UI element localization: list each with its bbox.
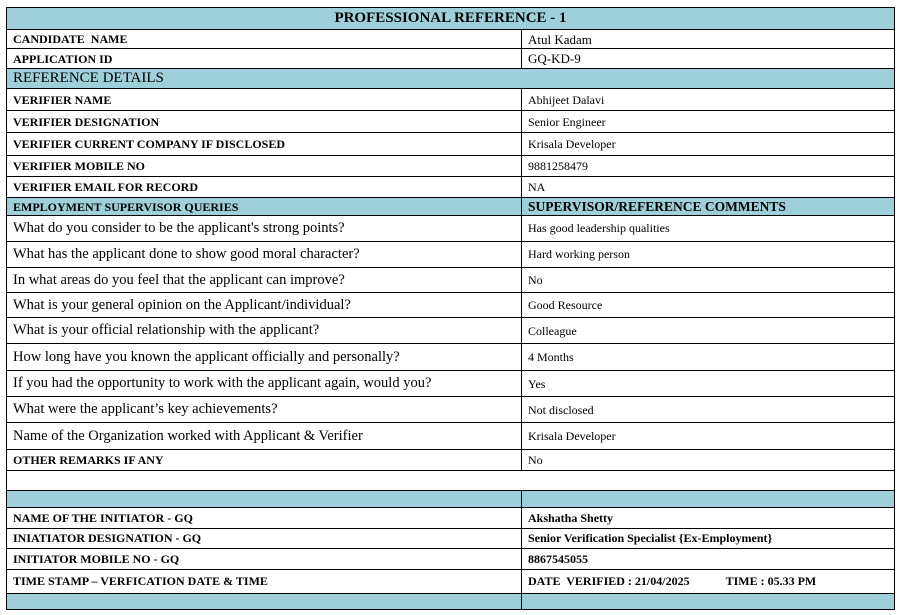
query-answer: 4 Months (522, 343, 895, 370)
form-title: PROFESSIONAL REFERENCE - 1 (7, 8, 895, 30)
initiator-designation-label: INIATIATOR DESIGNATION - GQ (7, 528, 522, 548)
footer-row (7, 593, 895, 609)
query-row (7, 397, 895, 422)
query-question: If you had the opportunity to work with the applicant again, would you? (7, 371, 522, 397)
query-row (7, 422, 895, 449)
verifier-company-value: Krisala Developer (522, 133, 895, 155)
query-question: What is your official relationship with the applicant? (7, 318, 522, 343)
query-question: What do you consider to be the applicant's strong points? (7, 216, 522, 241)
verifier-company-row (7, 133, 895, 155)
query-question: Name of the Organization worked with Applicant & Verifier (7, 422, 522, 449)
divider-row (7, 491, 895, 507)
verifier-email-value: NA (522, 176, 895, 197)
verifier-designation-row (7, 111, 895, 133)
reference-details-row (7, 68, 895, 88)
timestamp-label: TIME STAMP – VERFICATION DATE & TIME (7, 570, 522, 593)
initiator-name-value: Akshatha Shetty (522, 507, 895, 528)
application-id-value: GQ-KD-9 (522, 49, 895, 68)
initiator-designation-row (7, 528, 895, 548)
query-answer: Not disclosed (522, 397, 895, 422)
footer-cell-right (522, 593, 895, 609)
initiator-name-row (7, 507, 895, 528)
footer-cell-left (7, 593, 522, 609)
query-row (7, 241, 895, 267)
other-remarks-label: OTHER REMARKS IF ANY (7, 449, 522, 470)
query-question: What is your general opinion on the Applicant/individual? (7, 293, 522, 318)
query-row (7, 293, 895, 318)
verifier-name-row (7, 88, 895, 110)
queries-header-right: SUPERVISOR/REFERENCE COMMENTS (522, 198, 895, 216)
query-row (7, 318, 895, 343)
verifier-mobile-label: VERIFIER MOBILE NO (7, 155, 522, 176)
query-question: In what areas do you feel that the applicant can improve? (7, 267, 522, 292)
candidate-name-label: CANDIDATE NAME (7, 30, 522, 49)
query-answer: Has good leadership qualities (522, 216, 895, 241)
verifier-company-label: VERIFIER CURRENT COMPANY IF DISCLOSED (7, 133, 522, 155)
query-row (7, 267, 895, 292)
verifier-mobile-row (7, 155, 895, 176)
reference-details-heading: REFERENCE DETAILS (7, 68, 895, 88)
application-id-label: APPLICATION ID (7, 49, 522, 68)
blank-row (7, 471, 895, 491)
divider-cell-left (7, 491, 522, 507)
verifier-name-label: VERIFIER NAME (7, 88, 522, 110)
initiator-mobile-value: 8867545055 (522, 549, 895, 570)
initiator-mobile-row (7, 549, 895, 570)
timestamp-value (522, 570, 895, 593)
title-row (7, 8, 895, 30)
query-row (7, 216, 895, 241)
query-answer: Krisala Developer (522, 422, 895, 449)
query-answer: Good Resource (522, 293, 895, 318)
candidate-name-value: Atul Kadam (522, 30, 895, 49)
query-question: What were the applicant’s key achievements? (7, 397, 522, 422)
queries-header-row (7, 198, 895, 216)
time-verified: TIME : 05.33 PM (725, 574, 817, 589)
timestamp-row (7, 570, 895, 593)
query-answer: Hard working person (522, 241, 895, 267)
verifier-email-label: VERIFIER EMAIL FOR RECORD (7, 176, 522, 197)
date-verified: DATE VERIFIED : 21/04/2025 (528, 574, 690, 589)
queries-header-left: EMPLOYMENT SUPERVISOR QUERIES (7, 198, 522, 216)
verifier-designation-value: Senior Engineer (522, 111, 895, 133)
divider-cell-right (522, 491, 895, 507)
verifier-name-value: Abhijeet Dalavi (522, 88, 895, 110)
query-answer: No (522, 267, 895, 292)
candidate-name-row (7, 30, 895, 49)
initiator-mobile-label: INITIATOR MOBILE NO - GQ (7, 549, 522, 570)
verifier-designation-label: VERIFIER DESIGNATION (7, 111, 522, 133)
initiator-name-label: NAME OF THE INITIATOR - GQ (7, 507, 522, 528)
other-remarks-row (7, 449, 895, 470)
query-row (7, 371, 895, 397)
query-answer: Yes (522, 371, 895, 397)
verifier-mobile-value: 9881258479 (522, 155, 895, 176)
application-id-row (7, 49, 895, 68)
query-question: What has the applicant done to show good moral character? (7, 241, 522, 267)
blank-cell (7, 471, 895, 491)
query-row (7, 343, 895, 370)
query-question: How long have you known the applicant officially and personally? (7, 343, 522, 370)
other-remarks-value: No (522, 449, 895, 470)
initiator-designation-value: Senior Verification Specialist {Ex-Employment} (522, 528, 895, 548)
verifier-email-row (7, 176, 895, 197)
reference-form-table (6, 7, 895, 610)
query-answer: Colleague (522, 318, 895, 343)
